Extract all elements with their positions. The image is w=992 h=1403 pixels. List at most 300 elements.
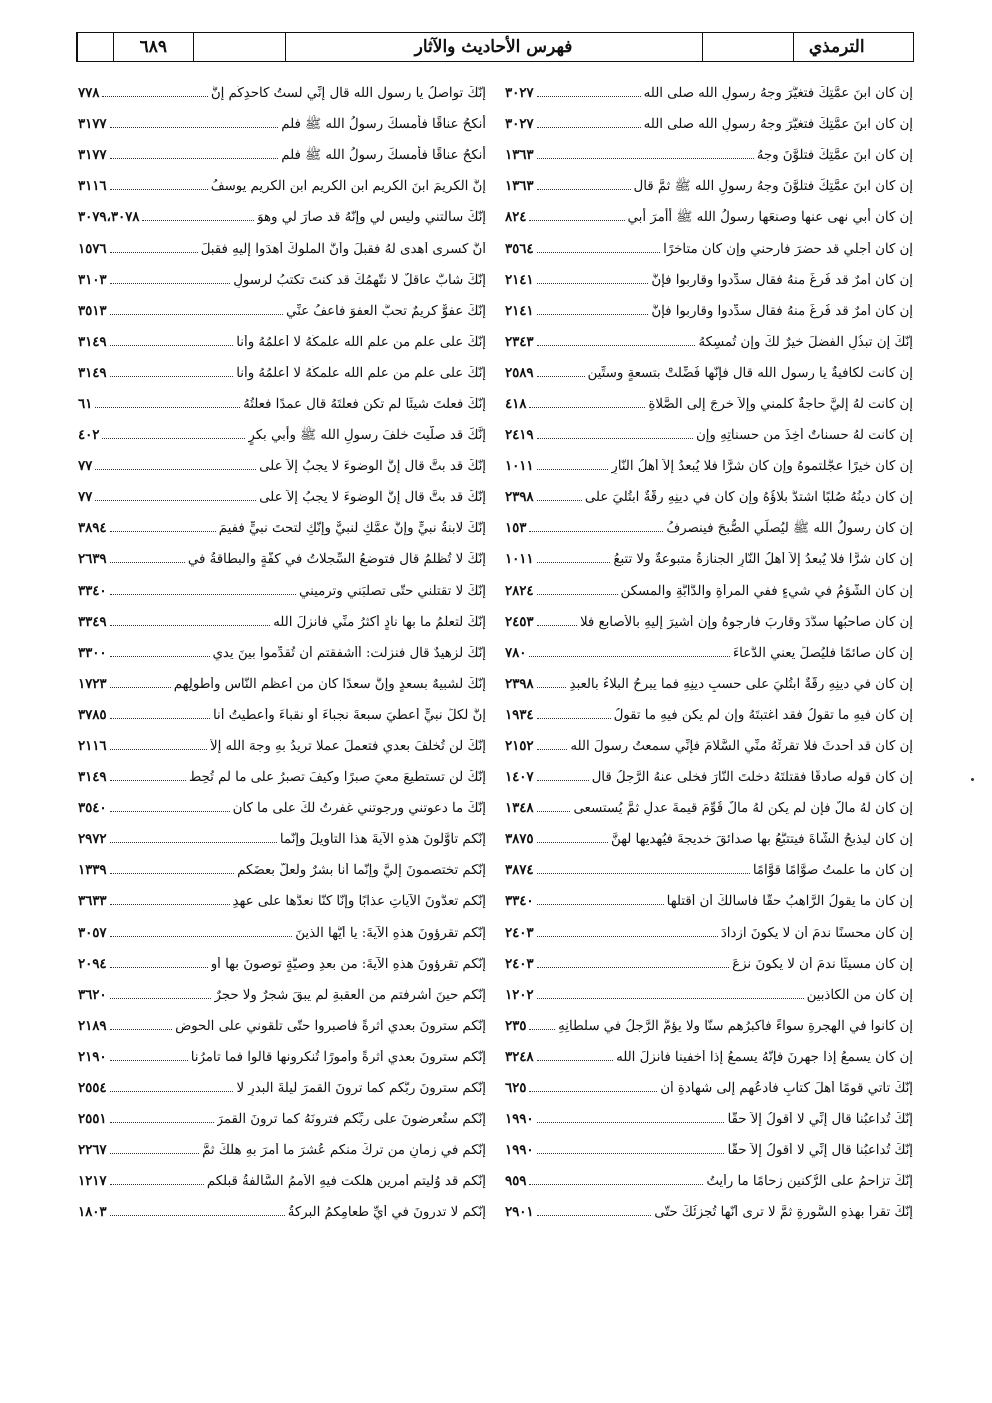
entry-text: أنَّ كسرى أهدى لهُ فقبلَ وأنَّ الملوكَ أهدَوا إليهِ فقبلَ: [200, 241, 486, 257]
dot-leader: [537, 1153, 725, 1154]
header-blank-cell: [77, 33, 113, 61]
entry-text: إن كان أجلي قد حضرَ فأرحني وإن كان متأخرًا: [663, 241, 913, 257]
entry-text: إن كان شرًّا فلا يُبعدُ إلاّ أهلُ النَّارِ الجنازةُ متبوعةٌ ولا تتبعُ: [613, 552, 913, 568]
entry-text: إنَّكم في زمانٍ من تركَ منكم عُشرَ ما أُمرَ بهِ هلكَ ثمَّ: [202, 1143, 486, 1159]
hadith-number: ٢٩٠١: [505, 1205, 534, 1221]
hadith-number: ٣٣٠٠: [78, 645, 107, 661]
index-entry: [78, 1073, 486, 1104]
hadith-number: ٣٨٩٤: [78, 521, 107, 537]
index-entry: [505, 762, 913, 793]
index-entry: [78, 576, 486, 607]
entry-text: إن كان ابنَ عمَّتِكَ فتغيَّرَ وجهُ رسولِ الله صلى الله: [643, 117, 913, 133]
dot-leader: [95, 500, 256, 501]
hadith-number: ٣٠٥٧: [78, 925, 107, 941]
page-number: ٦٨٩: [113, 33, 193, 61]
hadith-number: ٣٢٤٨: [505, 1049, 534, 1065]
dot-leader: [537, 873, 750, 874]
index-entry: [78, 855, 486, 886]
index-entry: [505, 233, 913, 264]
hadith-number: ٩٥٩: [505, 1174, 527, 1190]
index-entry: [505, 949, 913, 980]
entry-text: إنَّكم لا تدرونَ في أيِّ طعامِكمُ البركةُ: [287, 1205, 486, 1221]
entry-text: إن كان لهُ مالٌ فإن لم يكن لهُ مالٌ قُوِّمَ قيمةَ عدلٍ ثمَّ يُستسعى: [573, 801, 913, 817]
index-entry: [78, 886, 486, 917]
dot-leader: [537, 127, 641, 128]
hadith-number: ٣٥٦٤: [505, 241, 534, 257]
entry-text: إنَّكم ستُعرضونَ على ربِّكم فترونَهُ كما ترونَ القمرَ: [216, 1112, 486, 1128]
hadith-number: ٦٢٥: [505, 1081, 527, 1097]
entry-text: إن كان الشُّؤمُ في شيءٍ ففي المرأةِ والدَّابَّةِ والمسكنِ: [620, 583, 913, 599]
entry-text: إن كان فيهِ ما تقولُ فقد اغتبتَهُ وإن لم يكن فيهِ ما تقولُ: [613, 707, 913, 723]
entry-text: إنَّكَ لا تُظلمُ قال فتوضعُ السِّجلَّاتُ في كفَّةٍ والبطاقةُ في: [187, 552, 486, 568]
index-entry: [505, 171, 913, 202]
dot-leader: [110, 252, 198, 253]
index-entry: [505, 389, 913, 420]
index-entry: [505, 109, 913, 140]
index-entry: [78, 327, 486, 358]
right-column: [505, 78, 913, 1228]
index-entry: [505, 513, 913, 544]
index-entry: [505, 265, 913, 296]
index-entry: [78, 980, 486, 1011]
entry-text: إنَّ لكلِّ نبيٍّ أُعطيَ سبعةَ نجباءَ أو نقباءَ وأُعطيتُ أنا: [212, 707, 486, 723]
dot-leader: [537, 376, 585, 377]
entry-text: إن كان ما علمتُ صوَّامًا قوَّامًا: [752, 863, 913, 879]
dot-leader: [102, 96, 207, 97]
hadith-number: ٤٠٢: [78, 428, 100, 444]
hadith-number: ٣٦٣٣: [78, 894, 107, 910]
header-blank-cell: [702, 33, 794, 61]
dot-leader: [537, 1060, 613, 1061]
entry-text: أنكحُ عناقًا فأمسكَ رسولُ الله ﷺ فلم: [281, 147, 486, 163]
dot-leader: [110, 1091, 234, 1092]
entry-text: إنَّكَ شابٌّ عاقلٌ لا نتَّهمُكَ قد كنتَ تكتبُ لرسولِ: [233, 272, 486, 288]
dot-leader: [537, 96, 641, 97]
dot-leader: [110, 314, 283, 315]
entry-text: أنكحُ عناقًا فأمسكَ رسولُ الله ﷺ فلم: [281, 116, 486, 132]
entry-text: إن كانت لهُ حسناتٌ أُخِذَ من حسناتِهِ وإن: [695, 428, 913, 444]
index-title: فهرس الأحاديث والآثار: [285, 33, 702, 61]
hadith-number: ٢٢٦٧: [78, 1143, 107, 1159]
hadith-number: ١٥٧٦: [78, 241, 107, 257]
entry-text: إن كانت لكافيةٌ يا رسول الله قال فإنَّها فُضِّلَتْ بتسعةٍ وستِّين: [587, 365, 913, 381]
entry-text: إنَّكَ عفوٌّ كريمٌ تحبُّ العفوَ فاعفُ عنِّي: [286, 303, 486, 319]
dot-leader: [110, 1184, 204, 1185]
hadith-number: ٢١٤١: [505, 303, 534, 319]
hadith-number: ٣٣٤٠: [505, 894, 534, 910]
index-entry: [78, 949, 486, 980]
index-entry: [78, 358, 486, 389]
hadith-number: ١٨٠٣: [78, 1205, 107, 1221]
entry-text: إنَّكَ لن تستطيعَ معيَ صبرًا وكيفَ تصبرُ على ما لم تُحِطْ: [188, 770, 486, 786]
dot-leader: [110, 656, 210, 657]
dot-leader: [537, 469, 609, 470]
hadith-number: ١٩٩٠: [505, 1143, 534, 1159]
entry-text: إنَّكَ سألتني وليس لي وإنَّهُ قد صارَ لي وهوَ: [257, 210, 486, 226]
hadith-number: ٣٦٢٠: [78, 987, 107, 1003]
entry-text: إنَّكَ تُداعبُنا قال إنِّي لا أقولُ إلاّ حقًّا: [727, 1143, 913, 1159]
entry-text: إنَّكَ لشبيهٌ بسعدٍ وإنَّ سعدًا كان من أعظمِ النَّاسِ وأطولِهم: [173, 676, 486, 692]
dot-leader: [110, 376, 234, 377]
book-title: الترمذي: [793, 33, 879, 61]
dot-leader: [110, 127, 279, 128]
dot-leader: [110, 811, 230, 812]
hadith-number: ٣٠٧٩،٣٠٧٨: [78, 210, 140, 226]
dot-leader: [110, 873, 235, 874]
hadith-number: ٢٣٥: [505, 1018, 527, 1034]
dot-leader: [537, 904, 664, 905]
index-entry: [505, 451, 913, 482]
index-entry: [78, 420, 486, 451]
hadith-number: ٣٨٧٤: [505, 863, 534, 879]
hadith-number: ٢٥٨٩: [505, 365, 534, 381]
dot-leader: [537, 252, 661, 253]
dot-leader: [537, 936, 718, 937]
dot-leader: [529, 656, 729, 657]
entry-text: إنَّكم قد وُلِّيتم أمرينِ هلكت فيهِ الأممُ السَّالفةُ قبلَكم: [206, 1174, 486, 1190]
dot-leader: [537, 562, 611, 563]
hadith-number: ٢١١٦: [78, 739, 107, 755]
dot-leader: [537, 718, 611, 719]
hadith-number: ١٤٠٧: [505, 770, 534, 786]
entry-text: إن كان يسمعُ إذا جهرنَ فإنَّهُ يسمعُ إذا أخفينا فأنزلَ الله: [616, 1049, 913, 1065]
entry-text: إنَّكَ تقرأُ بهذهِ السُّورةِ ثمَّ لا ترى أنَّها تُجزئُكَ حتَّى: [654, 1205, 913, 1221]
index-entry: [505, 1135, 913, 1166]
index-entry: [78, 762, 486, 793]
hadith-number: ٨٢٤: [505, 210, 527, 226]
hadith-number: ١٩٩٠: [505, 1112, 534, 1128]
dot-leader: [537, 687, 567, 688]
index-entry: [78, 793, 486, 824]
entry-text: إنَّكَ على علمٍ من علمِ الله علَّمكَهُ لا أعلمُهُ وأنا: [236, 334, 486, 350]
hadith-number: ٣٧٨٥: [78, 707, 107, 723]
entry-text: إنَّكم سترونَ بعدي أثرةً فاصبروا حتَّى تلقوني على الحوضِ: [175, 1018, 486, 1034]
dot-leader: [110, 1060, 188, 1061]
entry-text: إنَّكَ إن تبذُلِ الفضلَ خيرٌ لكَ وإن تُمسِكهُ: [698, 334, 913, 350]
index-entry: [505, 1197, 913, 1228]
hadith-number: ٢٥٥١: [78, 1112, 107, 1128]
index-entry: [505, 296, 913, 327]
hadith-number: ١٠١١: [505, 459, 534, 475]
index-entry: [78, 544, 486, 575]
entry-text: إنَّكَ قد صلَّيتَ خلفَ رسولِ الله ﷺ وأبي بكرٍ: [248, 427, 486, 443]
hadith-number: ٦١: [78, 396, 93, 412]
entry-text: إنَّكم تعدُّونَ الآياتِ عذابًا وإنَّا كنَّا نعدُّها على عهدِ: [232, 894, 486, 910]
hadith-number: ٣١٤٩: [78, 365, 107, 381]
dot-leader: [529, 1091, 657, 1092]
hadith-number: ١٢٠٢: [505, 987, 534, 1003]
header-blank-cell: [193, 33, 285, 61]
index-entry: [78, 482, 486, 513]
entry-text: إنَّكَ تُداعبُنا قال إنِّي لا أقولُ إلاّ حقًّا: [727, 1112, 913, 1128]
dot-leader: [110, 345, 234, 346]
index-entry: [505, 78, 913, 109]
entry-text: إنَّكم سترونَ بعدي أثرةً وأمورًا تُنكرونها قالوا فما تأمرُنا: [190, 1049, 486, 1065]
entry-text: إن كانت لهُ إليَّ حاجةٌ كلَّمني وإلاّ خرجَ إلى الصَّلاةِ: [648, 396, 913, 412]
index-entry: [78, 1011, 486, 1042]
entry-text: إن كان أمرٌ قد فُرغَ منهُ فقال سدِّدوا وقاربوا فإنَّ: [651, 272, 913, 288]
index-entry: [505, 1073, 913, 1104]
entry-text: إنَّكم سترونَ ربَّكم كما ترونَ القمرَ ليلةَ البدرِ لا: [236, 1081, 486, 1097]
dot-leader: [110, 594, 296, 595]
hadith-number: ٣١٠٣: [78, 272, 107, 288]
hadith-number: ٣٥٤٠: [78, 801, 107, 817]
hadith-number: ٧٧٨: [78, 86, 100, 102]
dot-leader: [110, 936, 293, 937]
hadith-number: ٣٠٢٧: [505, 86, 534, 102]
entry-text: إنَّكَ لابنةُ نبيٍّ وإنَّ عمَّكِ لنبيٌّ وإنَّكِ لتحتَ نبيٍّ ففيمَ: [218, 521, 486, 537]
index-entry: [505, 482, 913, 513]
index-entry: [505, 855, 913, 886]
index-entry: [78, 918, 486, 949]
entry-text: إن كان قولُه صادقًا فقتلتَهُ دخلتَ النَّارَ فخلَّى عنهُ الرَّجلُ قال: [591, 770, 913, 786]
hadith-number: ٢٤٥٣: [505, 614, 534, 630]
dot-leader: [537, 500, 582, 501]
entry-text: إنَّكم تقرؤونَ هذهِ الآيةَ: يا أيُّها الذينَ: [295, 925, 486, 941]
hadith-number: ٤١٨: [505, 396, 527, 412]
index-entry: [505, 576, 913, 607]
hadith-number: ١٧٢٣: [78, 676, 107, 692]
index-entry: [78, 140, 486, 171]
entry-text: إن كان ما يقولُ الرَّاهبُ حقًّا فأسألُكَ أن أقتلَها: [666, 894, 913, 910]
hadith-number: ٣٣٤٠: [78, 583, 107, 599]
entry-text: إنَّكَ لزهيدٌ قال فنزلت: أأشفقتم أن تُقدِّموا بينَ يدي: [212, 645, 486, 661]
index-entry: [78, 1166, 486, 1197]
index-entry: [505, 1011, 913, 1042]
index-entry: [505, 731, 913, 762]
index-entry: [505, 1166, 913, 1197]
hadith-number: ٢٤٠٣: [505, 956, 534, 972]
index-entry: [78, 1104, 486, 1135]
hadith-number: ١٣٦٣: [505, 148, 534, 164]
dot-leader: [537, 811, 571, 812]
index-entry: [505, 140, 913, 171]
dot-leader: [537, 749, 568, 750]
entry-text: إنَّكم حينَ أشرفتم من العقبةِ لم يبقَ شجرٌ ولا حجرٌ: [214, 987, 486, 1003]
dot-leader: [110, 1029, 172, 1030]
hadith-number: ٣١١٦: [78, 179, 107, 195]
entry-text: إن كان مسيئًا ندمَ أن لا يكونَ نزعَ: [732, 956, 913, 972]
index-entry: [78, 669, 486, 700]
index-entry: [505, 980, 913, 1011]
hadith-number: ٢٣٩٨: [505, 676, 534, 692]
entry-text: إن كان محسنًا ندمَ أن لا يكونَ ازدادَ: [720, 925, 913, 941]
hadith-number: ٧٧: [78, 459, 93, 475]
index-entry: [78, 233, 486, 264]
entry-text: إن كان أمرٌ قد فُرغَ منهُ فقال سدِّدوا وقاربوا فإنَّ: [651, 303, 913, 319]
entry-text: إن كان صائمًا فليُصلِّ يعني الدُّعاءَ: [732, 645, 913, 661]
dot-leader: [110, 1122, 214, 1123]
header-blank-cell: [879, 33, 913, 61]
dot-leader: [529, 531, 663, 532]
page-header: [76, 32, 914, 62]
index-entry: [505, 700, 913, 731]
dot-leader: [110, 531, 216, 532]
entry-text: إنَّكم تأوَّلونَ هذهِ الآيةَ هذا التأويلَ وإنَّما: [279, 832, 486, 848]
index-entry: [78, 607, 486, 638]
index-entry: [78, 171, 486, 202]
entry-text: إنَّكم تقرؤونَ هذهِ الآيةَ: من بعدِ وصيَّةٍ توصونَ بها أو: [210, 956, 486, 972]
entry-text: إنَّكَ ما دعوتني ورجوتني غفرتُ لكَ على ما كان: [232, 801, 486, 817]
hadith-number: ٧٨٠: [505, 645, 527, 661]
entry-text: إنَّكَ تأتي قومًا أهلَ كتابٍ فادعُهم إلى شهادةِ أن: [660, 1081, 913, 1097]
entry-text: إنَّ الكريمَ ابنَ الكريمِ ابنِ الكريمِ ابنِ الكريمِ يوسفُ: [210, 179, 486, 195]
index-entry: [78, 109, 486, 140]
dot-leader: [537, 594, 618, 595]
hadith-number: ٢١٨٩: [78, 1018, 107, 1034]
entry-text: إن كان دينُهُ صُلبًا اشتدَّ بلاؤُهُ وإن كان في دينِهِ رقَّةٌ ابتُليَ على: [584, 490, 913, 506]
index-entry: [505, 327, 913, 358]
hadith-number: ٣١٤٩: [78, 334, 107, 350]
index-entry: [505, 638, 913, 669]
dot-leader: [110, 842, 277, 843]
index-entry: [78, 1042, 486, 1073]
hadith-number: ٣٥١٣: [78, 303, 107, 319]
dot-leader: [110, 625, 271, 626]
left-column: [78, 78, 486, 1228]
index-entry: [78, 1197, 486, 1228]
dot-leader: [529, 1029, 555, 1030]
index-entry: [78, 700, 486, 731]
index-entry: [505, 886, 913, 917]
hadith-number: ٢١٩٠: [78, 1049, 107, 1065]
hadith-number: ٢٤٠٣: [505, 925, 534, 941]
entry-text: إن كان أبي نهى عنها وصنعَها رسولُ الله ﷺ أأمرَ أبي: [627, 209, 913, 225]
index-entry: [78, 638, 486, 669]
hadith-number: ٣١٧٧: [78, 117, 107, 133]
hadith-number: ١٠١١: [505, 552, 534, 568]
hadith-number: ٢٩٧٢: [78, 832, 107, 848]
hadith-number: ١٣٤٨: [505, 801, 534, 817]
dot-leader: [537, 314, 649, 315]
entry-text: إن كان قد أحدثَ فلا تقرئْهُ منِّي السَّلامَ فإنِّي سمعتُ رسولَ الله: [570, 739, 913, 755]
entry-text: إن كان خيرًا عجَّلتموهُ وإن كان شرًّا فلا يُبعدُ إلاّ أهلُ النَّارِ: [611, 459, 913, 475]
hadith-number: ١٣٣٩: [78, 863, 107, 879]
dot-leader: [537, 1215, 652, 1216]
hadith-number: ٧٧: [78, 490, 93, 506]
entry-text: إنَّكم تختصمونَ إليَّ وإنَّما أنا بشرٌ ولعلَّ بعضَكم: [237, 863, 486, 879]
entry-text: إن كان في دينِهِ رقَّةٌ ابتُليَ على حسبِ دينِهِ فما يبرحُ البلاءُ بالعبدِ: [569, 676, 913, 692]
hadith-number: ١٢١٧: [78, 1174, 107, 1190]
index-entry: [505, 202, 913, 233]
dot-leader: [537, 625, 577, 626]
dot-leader: [537, 998, 804, 999]
dot-leader: [95, 407, 240, 408]
hadith-number: ٣١٤٩: [78, 770, 107, 786]
hadith-number: ٢٥٥٤: [78, 1081, 107, 1097]
index-entry: [78, 824, 486, 855]
hadith-number: ٢٠٩٤: [78, 956, 107, 972]
entry-text: إن كان ابنَ عمَّتِكَ فتغيَّرَ وجهُ رسولِ الله صلى الله: [643, 86, 913, 102]
entry-text: إنَّكَ تواصلُ يا رسول الله قال إنِّي لستُ كأحدِكُم إنَّ: [210, 86, 486, 102]
entry-text: إنَّكَ لتعلمُ ما بها نادٍ أكثرُ منِّي فأنزلَ الله: [273, 614, 486, 630]
dot-leader: [537, 345, 696, 346]
index-entry: [505, 1042, 913, 1073]
hadith-number: ٢٣٩٨: [505, 490, 534, 506]
dot-leader: [537, 158, 754, 159]
index-entry: [505, 607, 913, 638]
index-entry: [78, 78, 486, 109]
dot-leader: [110, 718, 210, 719]
dot-leader: [142, 220, 254, 221]
index-entry: [78, 389, 486, 420]
dot-leader: [110, 189, 208, 190]
dot-leader: [110, 283, 231, 284]
hadith-number: ٢٤١٩: [505, 428, 534, 444]
entry-text: إنَّكَ لن تُخلَّفَ بعدي فتعملَ عملًا تريدُ بهِ وجهَ الله إلاّ: [210, 739, 486, 755]
hadith-number: ٣٣٤٩: [78, 614, 107, 630]
dot-leader: [110, 967, 208, 968]
entry-text: إنَّكَ قد بتَّ قال إنَّ الوضوءَ لا يجبُ إلاّ على: [259, 490, 486, 506]
entry-text: إن كان صاحبُها سدَّدَ وقاربَ فارجوهُ وإن أُشيرَ إليهِ بالأصابعِ فلا: [579, 614, 913, 630]
dot-leader: [537, 283, 649, 284]
index-entry: [78, 296, 486, 327]
dot-leader: [537, 967, 730, 968]
dot-leader: [110, 780, 186, 781]
entry-text: إن كان ليذبحُ الشَّاةَ فيتتبَّعُ بها صدائقَ خديجةَ فيُهديها لهنَّ: [611, 832, 913, 848]
hadith-number: ١٣٦٣: [505, 179, 534, 195]
dot-leader: [110, 562, 185, 563]
index-entry: [78, 1135, 486, 1166]
index-entry: [505, 793, 913, 824]
dot-leader: [110, 687, 171, 688]
dot-leader: [537, 1122, 725, 1123]
entry-text: إن كان ابنَ عمَّتِكَ فتلوَّنَ وجهُ: [756, 148, 913, 164]
scan-speck: [971, 778, 974, 781]
hadith-number: ٢٣٤٣: [505, 334, 534, 350]
entry-text: إنَّكَ لا تقتلني حتَّى تصلبَني وترميني: [298, 583, 486, 599]
index-entry: [78, 731, 486, 762]
entry-text: إن كان رسولُ الله ﷺ ليُصلِّي الصُّبحَ فينصرفُ: [666, 520, 913, 536]
hadith-number: ١٩٣٤: [505, 707, 534, 723]
dot-leader: [110, 158, 279, 159]
dot-leader: [529, 407, 645, 408]
index-entry: [505, 420, 913, 451]
index-entry: [78, 202, 486, 233]
hadith-number: ٣٨٧٥: [505, 832, 534, 848]
index-entry: [78, 265, 486, 296]
hadith-number: ٣١٧٧: [78, 148, 107, 164]
dot-leader: [529, 220, 624, 221]
entry-text: إن كان ابنَ عمَّتِكَ فتلوَّنَ وجهُ رسولِ الله ﷺ ثمَّ قال: [633, 178, 913, 194]
index-entry: [78, 513, 486, 544]
hadith-number: ٢١٤١: [505, 272, 534, 288]
dot-leader: [110, 904, 230, 905]
index-entry: [78, 451, 486, 482]
index-entry: [505, 669, 913, 700]
dot-leader: [537, 842, 608, 843]
dot-leader: [110, 998, 212, 999]
hadith-number: ٢٨٢٤: [505, 583, 534, 599]
entry-text: إن كان من الكاذبين: [806, 987, 913, 1003]
dot-leader: [110, 749, 207, 750]
entry-text: إنَّكَ قد بتَّ قال إنَّ الوضوءَ لا يجبُ إلاّ على: [259, 459, 486, 475]
entry-text: إن كانوا في الهجرةِ سواءً فأكبرُهم سنًّا ولا يؤمُّ الرَّجلُ في سلطانِهِ: [558, 1018, 913, 1034]
index-entry: [505, 1104, 913, 1135]
dot-leader: [95, 469, 256, 470]
dot-leader: [537, 438, 693, 439]
index-entry: [505, 544, 913, 575]
dot-leader: [537, 780, 589, 781]
entry-text: إنَّكَ فعلتَ شيئًا لم تكن فعلتَهُ قال عمدًا فعلتُهُ: [243, 396, 486, 412]
dot-leader: [110, 1215, 285, 1216]
dot-leader: [102, 438, 245, 439]
dot-leader: [529, 1184, 703, 1185]
index-entry: [505, 358, 913, 389]
index-entry: [505, 918, 913, 949]
index-entry: [505, 824, 913, 855]
entry-text: إنَّكَ تزاحمُ على الرُّكنينِ زحامًا ما رأيتُ: [706, 1174, 913, 1190]
